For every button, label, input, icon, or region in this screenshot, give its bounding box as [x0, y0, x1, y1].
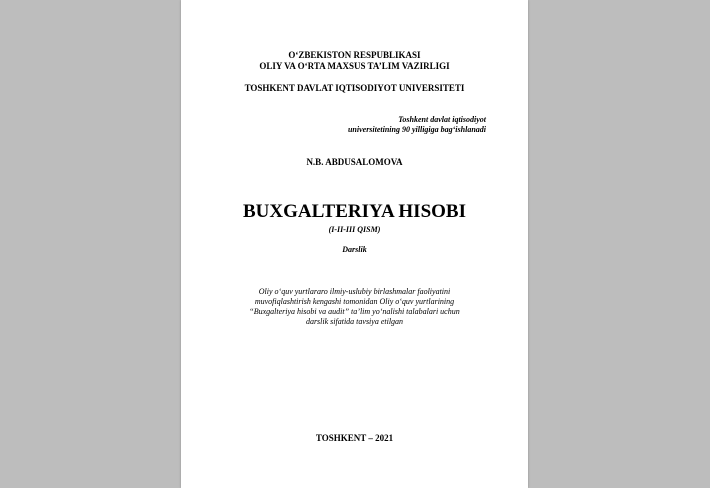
book-part: (I-II-III QISM) [328, 225, 381, 234]
approval-line-1: Oliy o‘quv yurtlararo ilmiy-uslubiy birlashmalar faoliyatini [258, 287, 451, 296]
author-name: N.B. ABDUSALOMOVA [306, 157, 403, 167]
dedication-line-1: Toshkent davlat iqtisodiyot [398, 115, 486, 124]
ministry-line-2: OLIY VA O‘RTA MAXSUS TA’LIM VAZIRLIGI [259, 61, 450, 71]
approval-line-2: muvofiqlashtirish kengashi tomonidan Oliy o‘quv yurtlarining [254, 297, 455, 306]
dedication-block [348, 115, 486, 135]
university-name: TOSHKENT DAVLAT IQTISODIYOT UNIVERSITETI [244, 83, 465, 93]
book-type: Darslik [342, 245, 367, 254]
approval-line-4: darslik sifatida tavsiya etilgan [305, 317, 404, 326]
imprint: TOSHKENT – 2021 [315, 433, 394, 443]
book-title: BUXGALTERIYA HISOBI [243, 201, 466, 222]
dedication-line-2: universitetining 90 yilligiga bag‘ishlanadi [347, 125, 486, 134]
document-page [181, 0, 528, 488]
ministry-line-1: O‘ZBEKISTON RESPUBLIKASI [288, 50, 421, 60]
approval-line-3: “Buxgalteriya hisobi va audit” ta’lim yo‘nalishi talabalari uchun [249, 307, 460, 316]
